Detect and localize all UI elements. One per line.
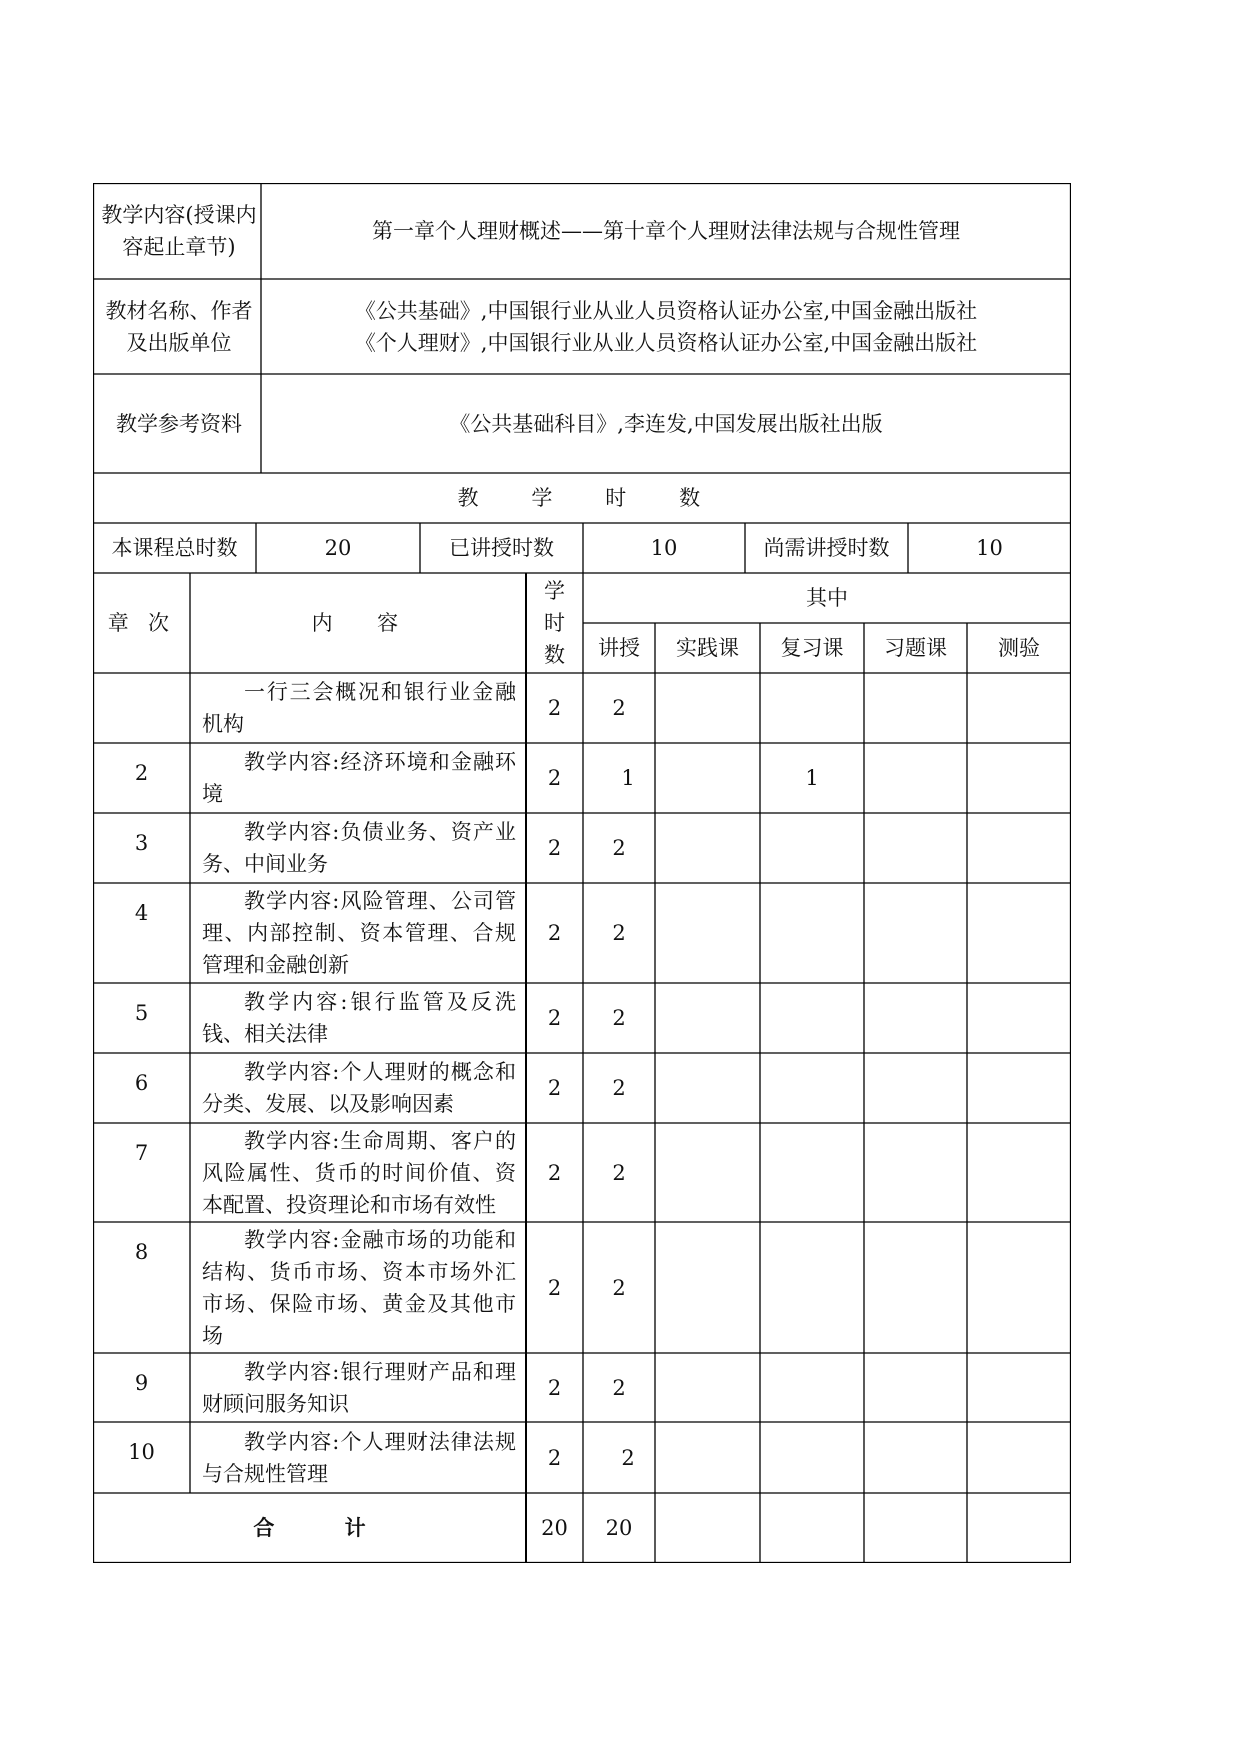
- row-hours-text: 2: [547, 1375, 562, 1400]
- row-lecture-cell: [583, 673, 655, 743]
- total-hours-value: 20: [324, 536, 352, 560]
- row-practice-cell: [655, 743, 760, 813]
- row-hours-cell: [526, 1222, 583, 1353]
- row-hours-text: 2: [547, 696, 562, 720]
- row-chapter-cell: [93, 813, 190, 883]
- row-lecture-cell: [583, 1123, 655, 1222]
- total-row-hours: 20: [541, 1516, 568, 1540]
- textbook-line: 《公共基础》,中国银行业从业人员资格认证办公室,中国金融出版社: [354, 298, 978, 323]
- row-hours-cell: [526, 673, 583, 743]
- row-practice-cell: [655, 1222, 760, 1353]
- row-content-text: 教学内容:风险管理、公司管理、内部控制、资本管理、合规管理和金融创新: [202, 889, 516, 977]
- row-lecture-text: 2: [612, 1076, 626, 1100]
- row-lecture-text: 2: [612, 1275, 626, 1300]
- reference-label: 教学参考资料: [116, 411, 242, 436]
- row-review-cell: [760, 1353, 864, 1422]
- row-hours-cell: [526, 1422, 583, 1493]
- row-chapter-cell: [93, 673, 190, 743]
- row-content-cell: [190, 1422, 526, 1493]
- row-exercise-cell: [864, 743, 967, 813]
- row-exercise-cell: [864, 1053, 967, 1123]
- header-exercise: 习题课: [884, 636, 947, 660]
- row-content-cell: [190, 743, 526, 813]
- row-chapter-cell: [93, 1053, 190, 1123]
- row-lecture-text: 2: [612, 921, 626, 945]
- course-content-value: 第一章个人理财概述——第十章个人理财法律法规与合规性管理: [372, 219, 960, 243]
- row-content-text: 教学内容:金融市场的功能和结构、货币市场、资本市场外汇市场、保险市场、黄金及其他市场: [202, 1227, 516, 1348]
- row-hours-text: 2: [547, 836, 562, 860]
- row-content-cell: [190, 813, 526, 883]
- row-review-cell: [760, 673, 864, 743]
- course-content-label: 教学内容(授课内容起止章节): [101, 203, 257, 259]
- row-content-text: 教学内容:银行理财产品和理财顾问服务知识: [202, 1359, 516, 1416]
- row-exercise-cell: [864, 1422, 967, 1493]
- textbook-label: 教材名称、作者及出版单位: [105, 298, 253, 355]
- row-chapter-cell: [93, 743, 190, 813]
- header-review: 复习课: [780, 636, 844, 660]
- row-chapter-text: 6: [134, 1071, 149, 1095]
- row-lecture-cell: [583, 1422, 655, 1493]
- row-lecture-cell: [583, 883, 655, 983]
- taught-hours-value: 10: [650, 536, 678, 560]
- row-test-cell: [967, 1053, 1071, 1123]
- row-hours-cell: [526, 1053, 583, 1123]
- header-test: 测验: [998, 636, 1040, 660]
- row-exercise-cell: [864, 1353, 967, 1422]
- row-test-cell: [967, 1422, 1071, 1493]
- header-chapter: 章 次: [107, 611, 176, 635]
- row-lecture-cell: [583, 813, 655, 883]
- row-chapter-text: 10: [128, 1440, 155, 1464]
- row-chapter-cell: [93, 1123, 190, 1222]
- row-exercise-cell: [864, 813, 967, 883]
- row-hours-cell: [526, 813, 583, 883]
- course-hours-sheet: [93, 183, 1071, 1563]
- row-practice-cell: [655, 883, 760, 983]
- row-chapter-cell: [93, 1222, 190, 1353]
- row-exercise-cell: [864, 673, 967, 743]
- row-chapter-text: 2: [134, 761, 149, 785]
- row-practice-cell: [655, 813, 760, 883]
- row-review-cell: [760, 983, 864, 1053]
- row-chapter-cell: [93, 1353, 190, 1422]
- row-hours-cell: [526, 883, 583, 983]
- row-exercise-cell: [864, 1222, 967, 1353]
- row-content-text: 一行三会概况和银行业金融机构: [202, 680, 516, 736]
- row-review-cell: [760, 1422, 864, 1493]
- row-review-cell: [760, 883, 864, 983]
- row-hours-text: 2: [547, 1160, 562, 1185]
- header-lecture: 讲授: [598, 636, 640, 660]
- row-exercise-cell: [864, 1123, 967, 1222]
- row-lecture-text: 2: [612, 836, 626, 860]
- row-hours-cell: [526, 1353, 583, 1422]
- row-lecture-cell: [583, 1222, 655, 1353]
- total-row-label: 合 计: [253, 1515, 366, 1540]
- header-hours: 学时数: [544, 579, 565, 667]
- reference-value: 《公共基础科目》,李连发,中国发展出版社出版: [449, 411, 883, 436]
- row-hours-text: 2: [547, 921, 562, 945]
- row-content-text: 教学内容:负债业务、资产业务、中间业务: [202, 820, 516, 876]
- row-lecture-cell: [583, 1353, 655, 1422]
- row-test-cell: [967, 743, 1071, 813]
- header-practice: 实践课: [676, 636, 739, 660]
- row-chapter-text: 7: [134, 1141, 149, 1165]
- row-hours-text: 2: [547, 1006, 562, 1030]
- row-test-cell: [967, 1123, 1071, 1222]
- row-lecture-text: 2: [612, 1006, 626, 1030]
- row-test-cell: [967, 673, 1071, 743]
- total-row-test: [967, 1493, 1071, 1563]
- row-practice-cell: [655, 983, 760, 1053]
- row-content-text: 教学内容:生命周期、客户的风险属性、货币的时间价值、资本配置、投资理论和市场有效性: [202, 1128, 516, 1217]
- remaining-hours-value: 10: [976, 536, 1003, 560]
- row-lecture-text: 2: [612, 1160, 626, 1185]
- row-content-cell: [190, 1353, 526, 1422]
- row-lecture-text: 2: [612, 696, 626, 720]
- row-test-cell: [967, 883, 1071, 983]
- row-content-text: 教学内容:个人理财法律法规与合规性管理: [202, 1429, 516, 1486]
- row-review-cell: [760, 1053, 864, 1123]
- row-chapter-text: 8: [134, 1240, 149, 1264]
- row-content-text: 教学内容:个人理财的概念和分类、发展、以及影响因素: [202, 1060, 516, 1116]
- total-hours-label: 本课程总时数: [111, 536, 238, 560]
- row-test-cell: [967, 983, 1071, 1053]
- row-hours-cell: [526, 743, 583, 813]
- row-review-text: 1: [805, 766, 819, 790]
- total-row-exercise: [864, 1493, 967, 1563]
- row-content-text: 教学内容:经济环境和金融环境: [202, 750, 516, 806]
- row-lecture-text: 1: [621, 766, 635, 790]
- remaining-hours-label: 尚需讲授时数: [763, 536, 890, 560]
- row-practice-cell: [655, 1053, 760, 1123]
- row-review-cell: [760, 1222, 864, 1353]
- row-content-cell: [190, 1053, 526, 1123]
- row-chapter-text: 3: [134, 831, 149, 855]
- row-content-cell: [190, 983, 526, 1053]
- row-review-cell: [760, 743, 864, 813]
- row-lecture-text: 2: [612, 1375, 626, 1400]
- taught-hours-label: 已讲授时数: [449, 536, 554, 560]
- row-practice-cell: [655, 673, 760, 743]
- header-of-which: 其中: [806, 586, 848, 610]
- row-hours-text: 2: [547, 1445, 562, 1470]
- header-content: 内 容: [311, 611, 405, 635]
- row-practice-cell: [655, 1422, 760, 1493]
- row-content-cell: [190, 1222, 526, 1353]
- row-lecture-text: 2: [621, 1445, 635, 1470]
- row-hours-text: 2: [547, 1275, 562, 1300]
- row-test-cell: [967, 1353, 1071, 1422]
- row-content-cell: [190, 673, 526, 743]
- hours-section-title: 教 学 时 数: [457, 486, 707, 510]
- row-practice-cell: [655, 1123, 760, 1222]
- row-chapter-cell: [93, 983, 190, 1053]
- row-chapter-cell: [93, 1422, 190, 1493]
- row-hours-cell: [526, 1123, 583, 1222]
- textbook-line: 《个人理财》,中国银行业从业人员资格认证办公室,中国金融出版社: [354, 330, 978, 355]
- row-chapter-text: 5: [134, 1001, 149, 1025]
- row-chapter-cell: [93, 883, 190, 983]
- total-row-review: [760, 1493, 864, 1563]
- row-lecture-cell: [583, 1053, 655, 1123]
- row-hours-cell: [526, 983, 583, 1053]
- textbook-value: [261, 279, 1071, 374]
- row-lecture-cell: [583, 983, 655, 1053]
- row-chapter-text: 9: [134, 1371, 149, 1395]
- row-hours-text: 2: [547, 766, 562, 790]
- row-hours-text: 2: [547, 1076, 562, 1100]
- row-exercise-cell: [864, 983, 967, 1053]
- total-row-practice: [655, 1493, 760, 1563]
- row-lecture-cell: [583, 743, 655, 813]
- row-content-cell: [190, 1123, 526, 1222]
- total-row-lecture: 20: [605, 1516, 633, 1540]
- row-chapter-text: 4: [134, 901, 149, 925]
- row-review-cell: [760, 813, 864, 883]
- row-content-text: 教学内容:银行监管及反洗钱、相关法律: [202, 990, 516, 1046]
- row-test-cell: [967, 813, 1071, 883]
- row-content-cell: [190, 883, 526, 983]
- row-exercise-cell: [864, 883, 967, 983]
- row-practice-cell: [655, 1353, 760, 1422]
- row-test-cell: [967, 1222, 1071, 1353]
- row-review-cell: [760, 1123, 864, 1222]
